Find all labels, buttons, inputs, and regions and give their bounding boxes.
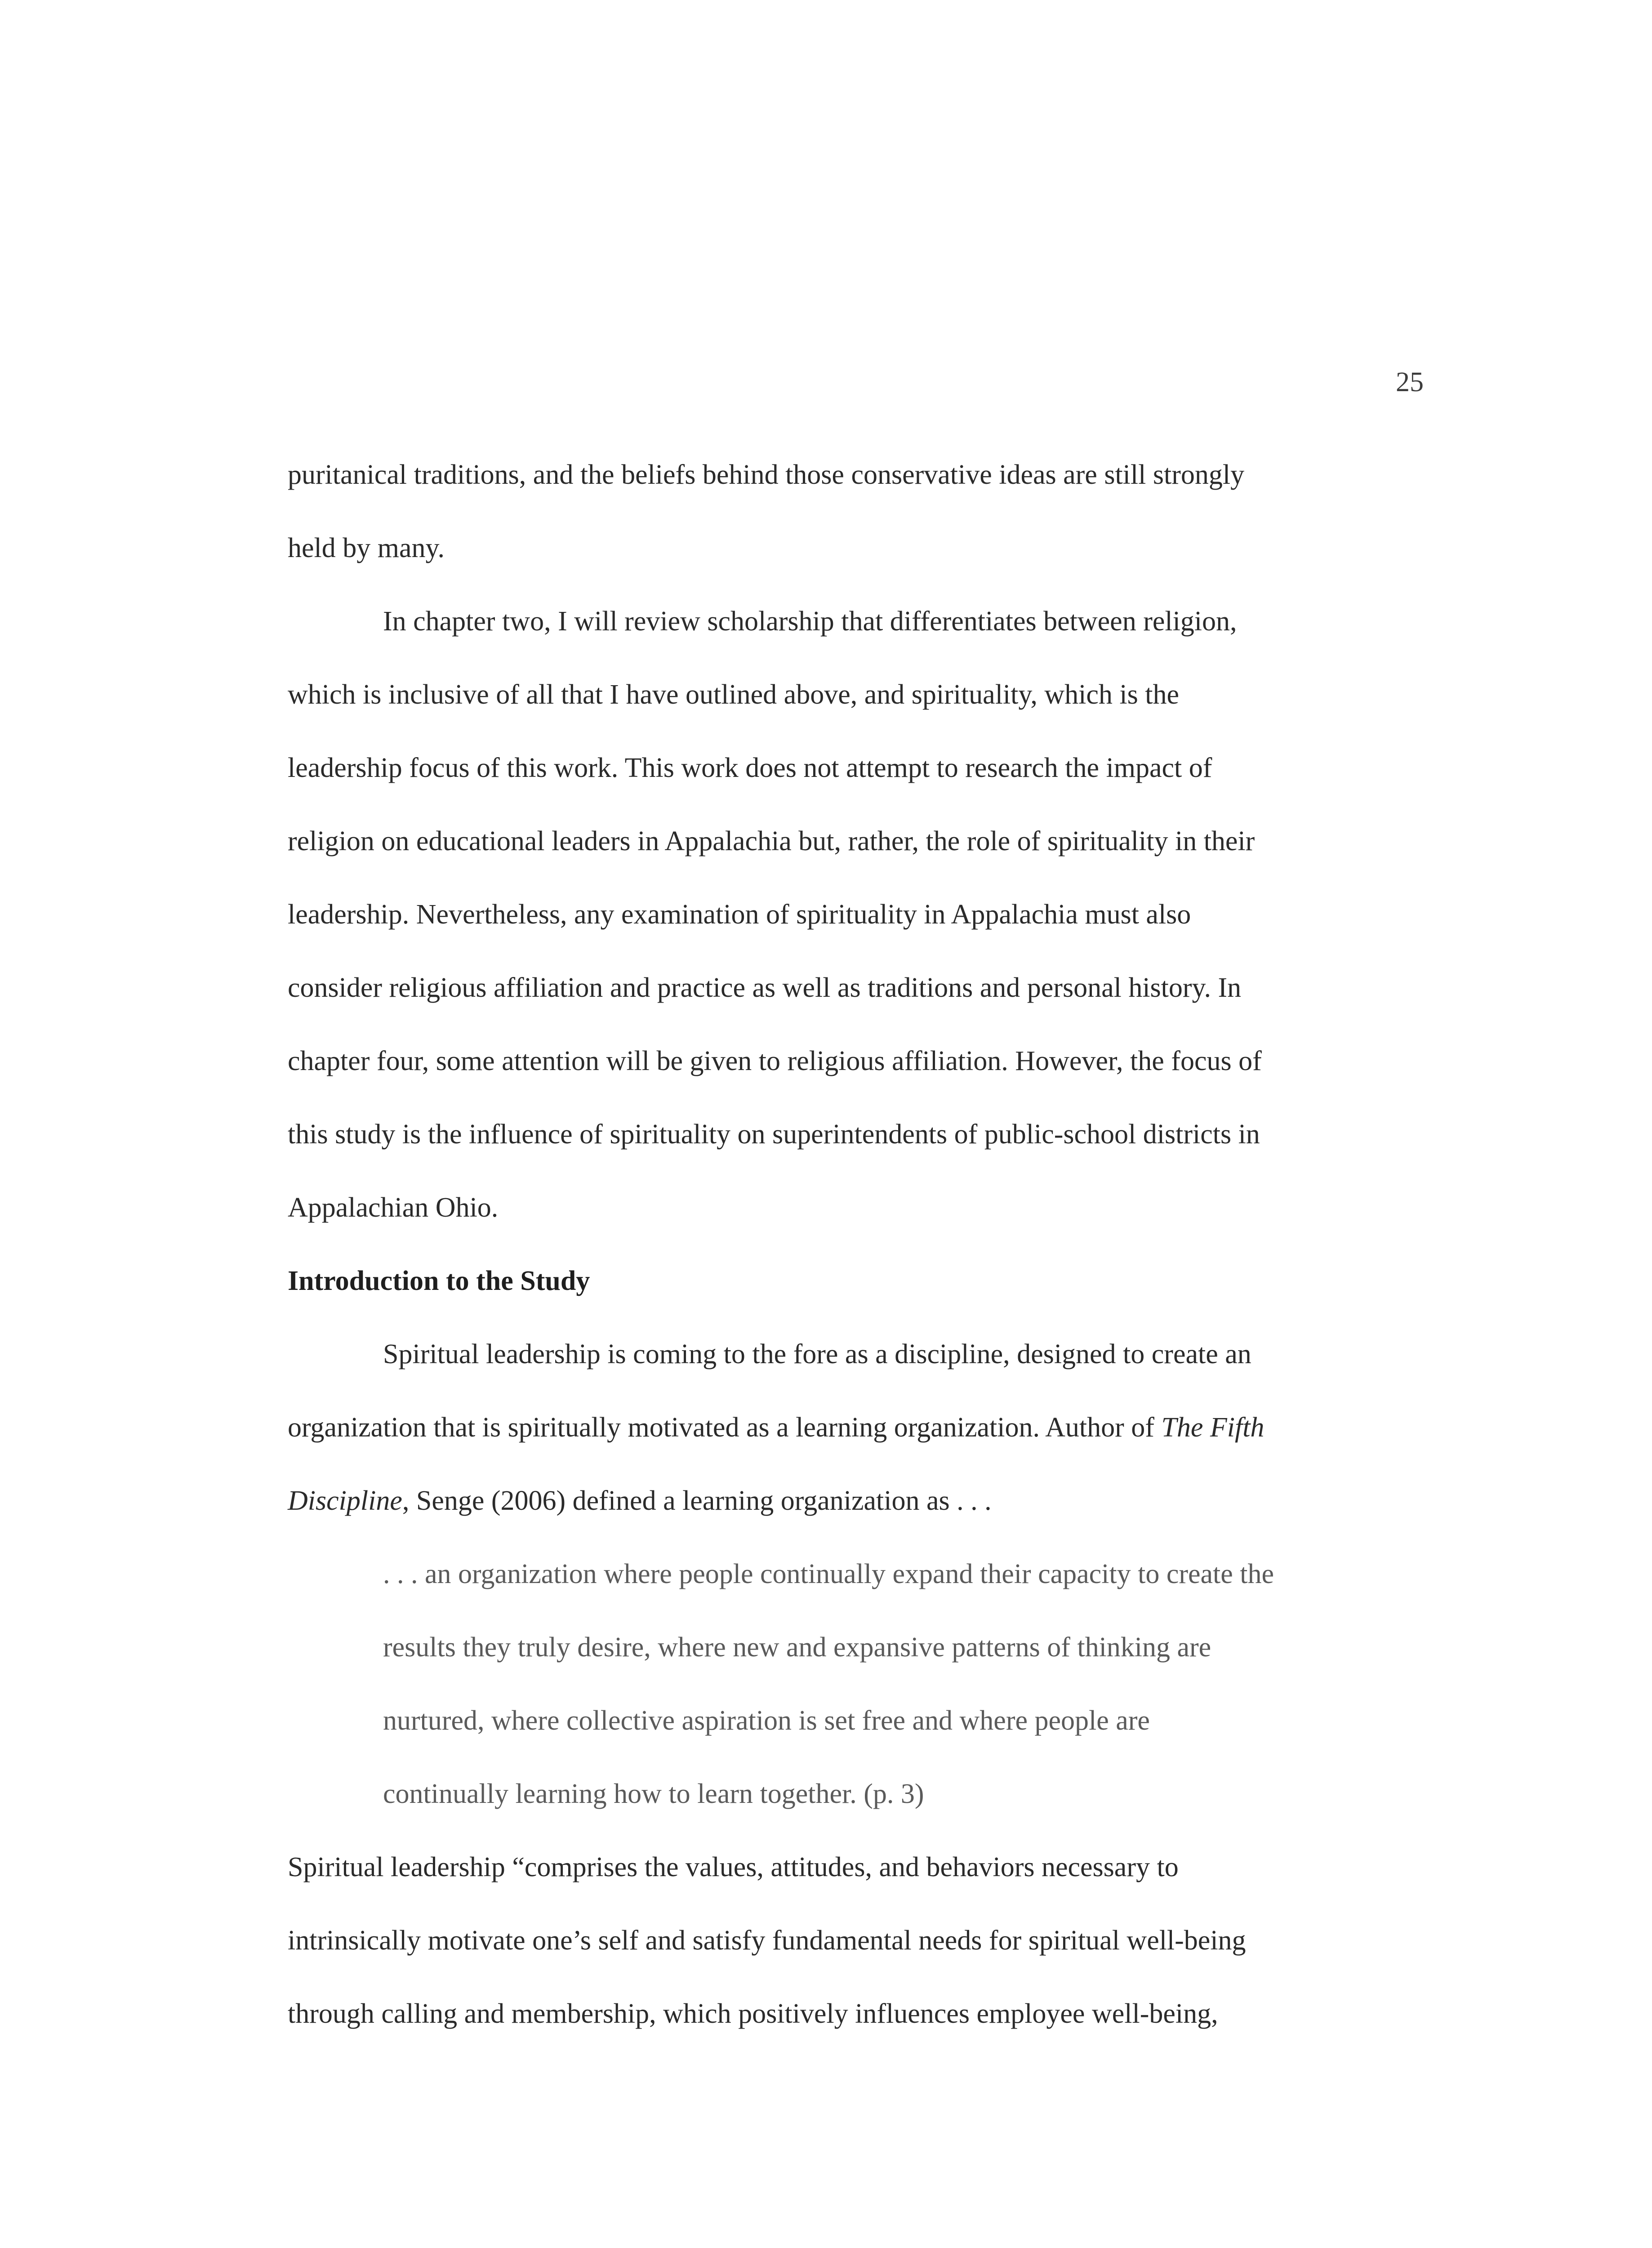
blockquote-line: continually learning how to learn together. (p. 3) xyxy=(383,1779,924,1809)
paragraph-line: religion on educational leaders in Appalachia but, rather, the role of spirituality in their xyxy=(288,826,1255,856)
book-title-italic: The Fifth xyxy=(1161,1412,1265,1443)
paragraph-text: , Senge (2006) defined a learning organization as . . . xyxy=(402,1485,992,1516)
body-text xyxy=(288,438,1438,2051)
paragraph-line: In chapter two, I will review scholarship that differentiates between religion, xyxy=(383,606,1237,637)
paragraph-line: puritanical traditions, and the beliefs behind those conservative ideas are still strongly xyxy=(288,459,1245,490)
paragraph-line: this study is the influence of spirituality on superintendents of public-school districts in xyxy=(288,1119,1260,1150)
blockquote-line: nurtured, where collective aspiration is set free and where people are xyxy=(383,1705,1150,1736)
paragraph-line: leadership. Nevertheless, any examination of spirituality in Appalachia must also xyxy=(288,899,1191,930)
paragraph-line: which is inclusive of all that I have outlined above, and spirituality, which is the xyxy=(288,679,1179,710)
paragraph-line: through calling and membership, which positively influences employee well-being, xyxy=(288,1998,1218,2029)
paragraph-line: Spiritual leadership “comprises the values, attitudes, and behaviors necessary to xyxy=(288,1852,1179,1882)
paragraph-line xyxy=(288,1391,1438,1464)
blockquote-line: results they truly desire, where new and expansive patterns of thinking are xyxy=(383,1632,1211,1663)
paragraph-line: consider religious affiliation and practice as well as traditions and personal history. In xyxy=(288,972,1242,1003)
paragraph-line: held by many. xyxy=(288,533,445,563)
blockquote-line: . . . an organization where people continually expand their capacity to create the xyxy=(383,1559,1274,1589)
paragraph-line: intrinsically motivate one’s self and satisfy fundamental needs for spiritual well-being xyxy=(288,1925,1246,1956)
paragraph-line: Appalachian Ohio. xyxy=(288,1192,499,1223)
section-heading: Introduction to the Study xyxy=(288,1266,590,1296)
paragraph-line: Spiritual leadership is coming to the fore as a discipline, designed to create an xyxy=(383,1339,1251,1369)
paragraph-line xyxy=(288,1464,1438,1538)
paragraph-line: leadership focus of this work. This work does not attempt to research the impact of xyxy=(288,753,1212,783)
paragraph-text: organization that is spiritually motivated as a learning organization. Author of xyxy=(288,1412,1162,1443)
paragraph-line: chapter four, some attention will be given to religious affiliation. However, the focus of xyxy=(288,1046,1262,1076)
page-number: 25 xyxy=(1396,367,1424,397)
book-title-italic: Discipline xyxy=(288,1485,402,1516)
